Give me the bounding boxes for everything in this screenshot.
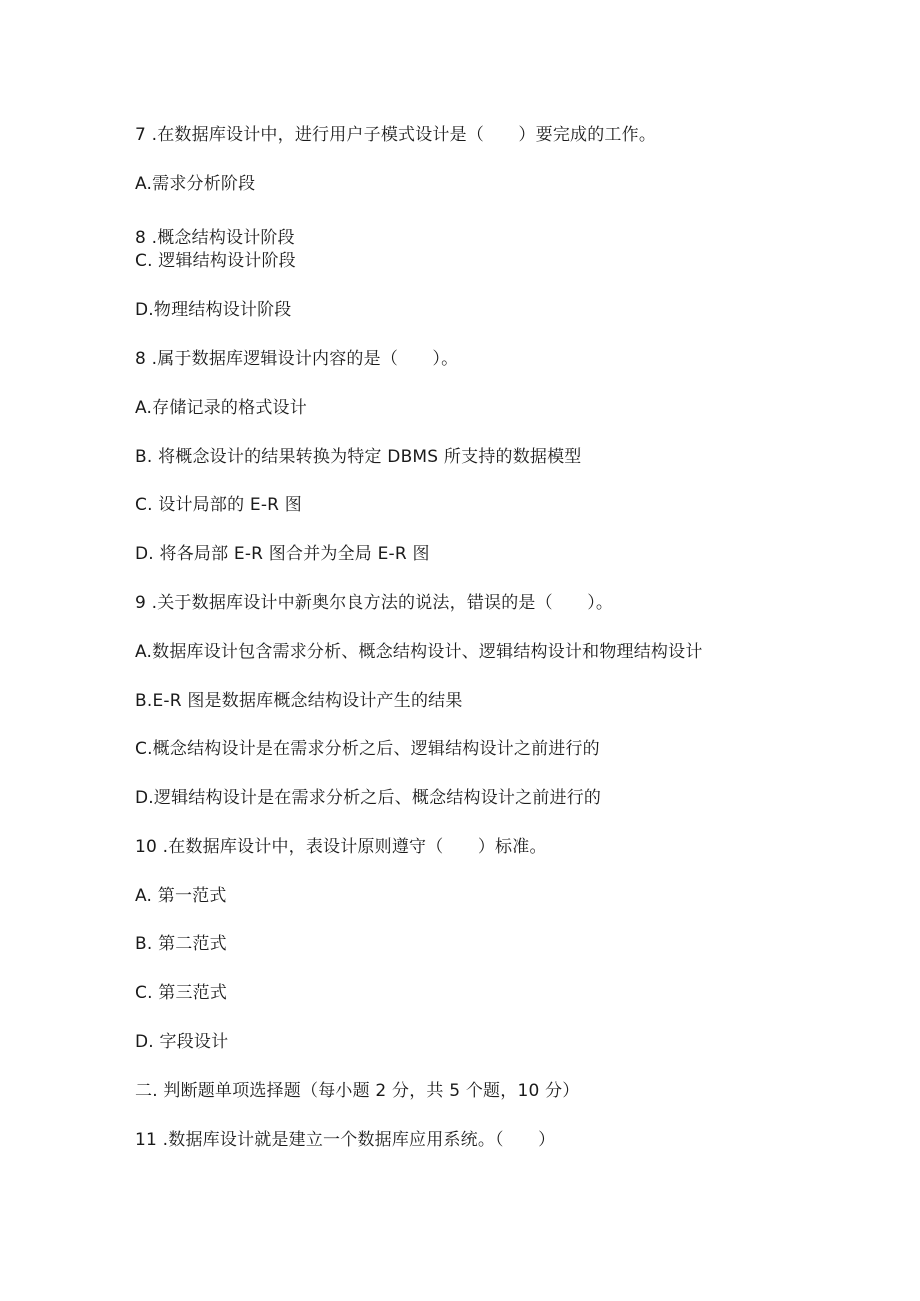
question-8-option-c: C. 设计局部的 E-R 图 [135,495,302,515]
question-9-option-c: C.概念结构设计是在需求分析之后、逻辑结构设计之前进行的 [135,739,600,759]
question-11-stem: 11 .数据库设计就是建立一个数据库应用系统。（ ） [135,1130,556,1150]
question-10-option-b: B. 第二范式 [135,934,227,954]
question-9-option-d: D.逻辑结构设计是在需求分析之后、概念结构设计之前进行的 [135,788,602,808]
question-8-option-b: B. 将概念设计的结果转换为特定 DBMS 所支持的数据模型 [135,447,582,467]
question-10-stem: 10 .在数据库设计中，表设计原则遵守（ ）标准。 [135,837,547,857]
section-heading: 二. 判断题单项选择题（每小题 2 分，共 5 个题，10 分） [135,1081,580,1101]
question-7-option-b: 8 .概念结构设计阶段 [135,228,295,248]
question-10-option-a: A. 第一范式 [135,886,227,906]
question-8-option-d: D. 将各局部 E-R 图合并为全局 E-R 图 [135,544,430,564]
question-7-option-d: D.物理结构设计阶段 [135,300,292,320]
question-10-option-d: D. 字段设计 [135,1032,229,1052]
question-8-option-a: A.存储记录的格式设计 [135,398,307,418]
question-7-stem: 7 .在数据库设计中，进行用户子模式设计是（ ）要完成的工作。 [135,125,657,145]
question-9-option-a: A.数据库设计包含需求分析、概念结构设计、逻辑结构设计和物理结构设计 [135,642,703,662]
question-7-option-a: A.需求分析阶段 [135,174,256,194]
question-9-option-b: B.E-R 图是数据库概念结构设计产生的结果 [135,691,463,711]
question-7-option-c: C. 逻辑结构设计阶段 [135,251,296,271]
question-8-stem: 8 .属于数据库逻辑设计内容的是（ ）。 [135,349,459,369]
question-10-option-c: C. 第三范式 [135,983,228,1003]
question-9-stem: 9 .关于数据库设计中新奥尔良方法的说法，错误的是（ ）。 [135,593,614,613]
